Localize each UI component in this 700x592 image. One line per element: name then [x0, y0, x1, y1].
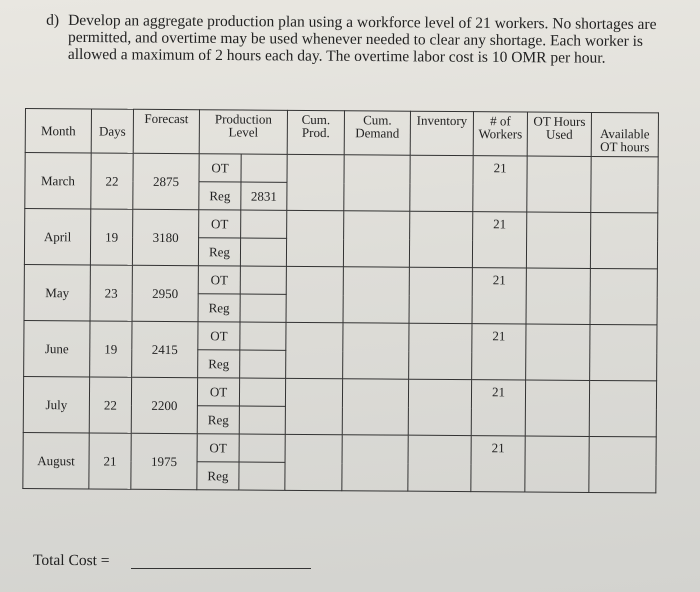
cell-available-ot[interactable]: [591, 156, 658, 212]
cell-reg-label: Reg: [198, 238, 240, 266]
cell-ot-value[interactable]: [239, 378, 285, 406]
cell-reg-label: Reg: [199, 182, 241, 210]
table-row: [23, 376, 656, 408]
cell-workers: 21: [471, 380, 525, 436]
table-row: [24, 264, 657, 296]
cell-forecast: 1975: [131, 433, 197, 489]
cell-days: 23: [90, 265, 132, 321]
cell-ot-used[interactable]: [527, 156, 591, 212]
table-row: [23, 432, 656, 464]
cell-reg-value[interactable]: [239, 462, 285, 490]
cell-cum-prod[interactable]: [285, 434, 342, 490]
cell-days: 19: [90, 321, 132, 377]
header-inventory: Inventory: [410, 111, 473, 155]
cell-inventory[interactable]: [409, 323, 472, 379]
table-body: [23, 153, 658, 493]
header-days: Days: [91, 109, 133, 153]
header-row: [25, 109, 658, 157]
cell-workers: 21: [472, 268, 526, 324]
cell-cum-prod[interactable]: [286, 266, 343, 322]
question-label: d): [46, 11, 60, 29]
total-cost-label: Total Cost =: [32, 551, 110, 570]
cell-month: August: [23, 432, 89, 488]
cell-available-ot[interactable]: [589, 436, 656, 492]
cell-cum-prod[interactable]: [286, 210, 343, 266]
cell-inventory[interactable]: [409, 211, 472, 267]
production-plan-table: [22, 108, 659, 493]
cell-forecast: 2415: [132, 321, 198, 377]
cell-ot-label: OT: [199, 154, 241, 182]
cell-forecast: 3180: [132, 209, 198, 265]
cell-cum-prod[interactable]: [287, 154, 344, 210]
header-ot-used: OT Hours Used: [527, 112, 591, 156]
cell-cum-demand[interactable]: [342, 435, 408, 491]
cell-available-ot[interactable]: [589, 380, 656, 436]
cell-cum-prod[interactable]: [285, 378, 342, 434]
cell-ot-used[interactable]: [525, 436, 589, 492]
cell-available-ot[interactable]: [590, 212, 657, 268]
cell-month: May: [24, 264, 90, 320]
total-cost-blank[interactable]: [131, 568, 311, 569]
cell-inventory[interactable]: [409, 267, 472, 323]
header-cum-prod: Cum. Prod.: [287, 110, 344, 154]
cell-reg-label: Reg: [197, 462, 239, 490]
cell-reg-label: Reg: [197, 406, 239, 434]
cell-ot-value[interactable]: [241, 154, 287, 182]
cell-ot-value[interactable]: [240, 266, 286, 294]
cell-ot-used[interactable]: [525, 380, 589, 436]
question-text: [46, 12, 686, 67]
cell-ot-used[interactable]: [526, 324, 590, 380]
header-forecast: Forecast: [133, 109, 199, 153]
cell-reg-label: Reg: [198, 350, 240, 378]
cell-cum-demand[interactable]: [343, 211, 409, 267]
cell-available-ot[interactable]: [590, 324, 657, 380]
cell-reg-value[interactable]: [240, 350, 286, 378]
cell-cum-demand[interactable]: [344, 155, 410, 211]
cell-days: 21: [89, 433, 131, 489]
cell-ot-value[interactable]: [241, 210, 287, 238]
cell-available-ot[interactable]: [590, 268, 657, 324]
table-row: [24, 320, 657, 352]
cell-workers: 21: [472, 212, 526, 268]
cell-ot-label: OT: [197, 434, 239, 462]
cell-month: June: [24, 320, 90, 376]
cell-cum-demand[interactable]: [342, 379, 408, 435]
header-cum-demand: Cum. Demand: [344, 111, 410, 155]
cell-reg-value[interactable]: [240, 294, 286, 322]
cell-reg-value[interactable]: [240, 238, 286, 266]
table-row: [25, 153, 658, 185]
cell-days: 22: [91, 153, 133, 209]
cell-forecast: 2950: [132, 265, 198, 321]
cell-cum-prod[interactable]: [286, 322, 343, 378]
cell-month: April: [24, 209, 90, 265]
cell-inventory[interactable]: [410, 155, 473, 211]
cell-month: March: [25, 153, 91, 209]
cell-ot-value[interactable]: [240, 322, 286, 350]
cell-month: July: [23, 376, 89, 432]
cell-ot-label: OT: [197, 378, 239, 406]
cell-ot-label: OT: [198, 322, 240, 350]
cell-ot-label: OT: [199, 210, 241, 238]
cell-ot-used[interactable]: [526, 268, 590, 324]
header-month: Month: [25, 109, 91, 153]
cell-days: 22: [89, 377, 131, 433]
cell-workers: 21: [473, 156, 527, 212]
cell-reg-value[interactable]: [239, 406, 285, 434]
cell-ot-used[interactable]: [526, 212, 590, 268]
question-body: Develop an aggregate production plan using a workforce level of 21 workers. No shortages are permitted, and overtime may be used whenever needed to clear any shortage. Each worker is allowed a maximum of 2 hours each day. The overtime labor cost is 10 OMR per hour.: [67, 11, 657, 67]
table-row: [25, 209, 658, 241]
cell-cum-demand[interactable]: [343, 323, 409, 379]
cell-days: 19: [90, 209, 132, 265]
cell-inventory[interactable]: [408, 379, 471, 435]
header-production-level: Production Level: [199, 110, 287, 155]
cell-cum-demand[interactable]: [343, 267, 409, 323]
cell-reg-value[interactable]: 2831: [241, 182, 287, 210]
cell-ot-label: OT: [198, 266, 240, 294]
cell-forecast: 2200: [131, 377, 197, 433]
cell-forecast: 2875: [133, 153, 199, 209]
cell-reg-label: Reg: [198, 294, 240, 322]
cell-workers: 21: [472, 324, 526, 380]
production-plan-table-wrapper: [22, 108, 659, 493]
cell-inventory[interactable]: [408, 435, 471, 491]
cell-ot-value[interactable]: [239, 434, 285, 462]
header-workers: # of Workers: [473, 112, 527, 156]
header-available-ot: Available OT hours: [591, 112, 658, 156]
cell-workers: 21: [471, 436, 525, 492]
